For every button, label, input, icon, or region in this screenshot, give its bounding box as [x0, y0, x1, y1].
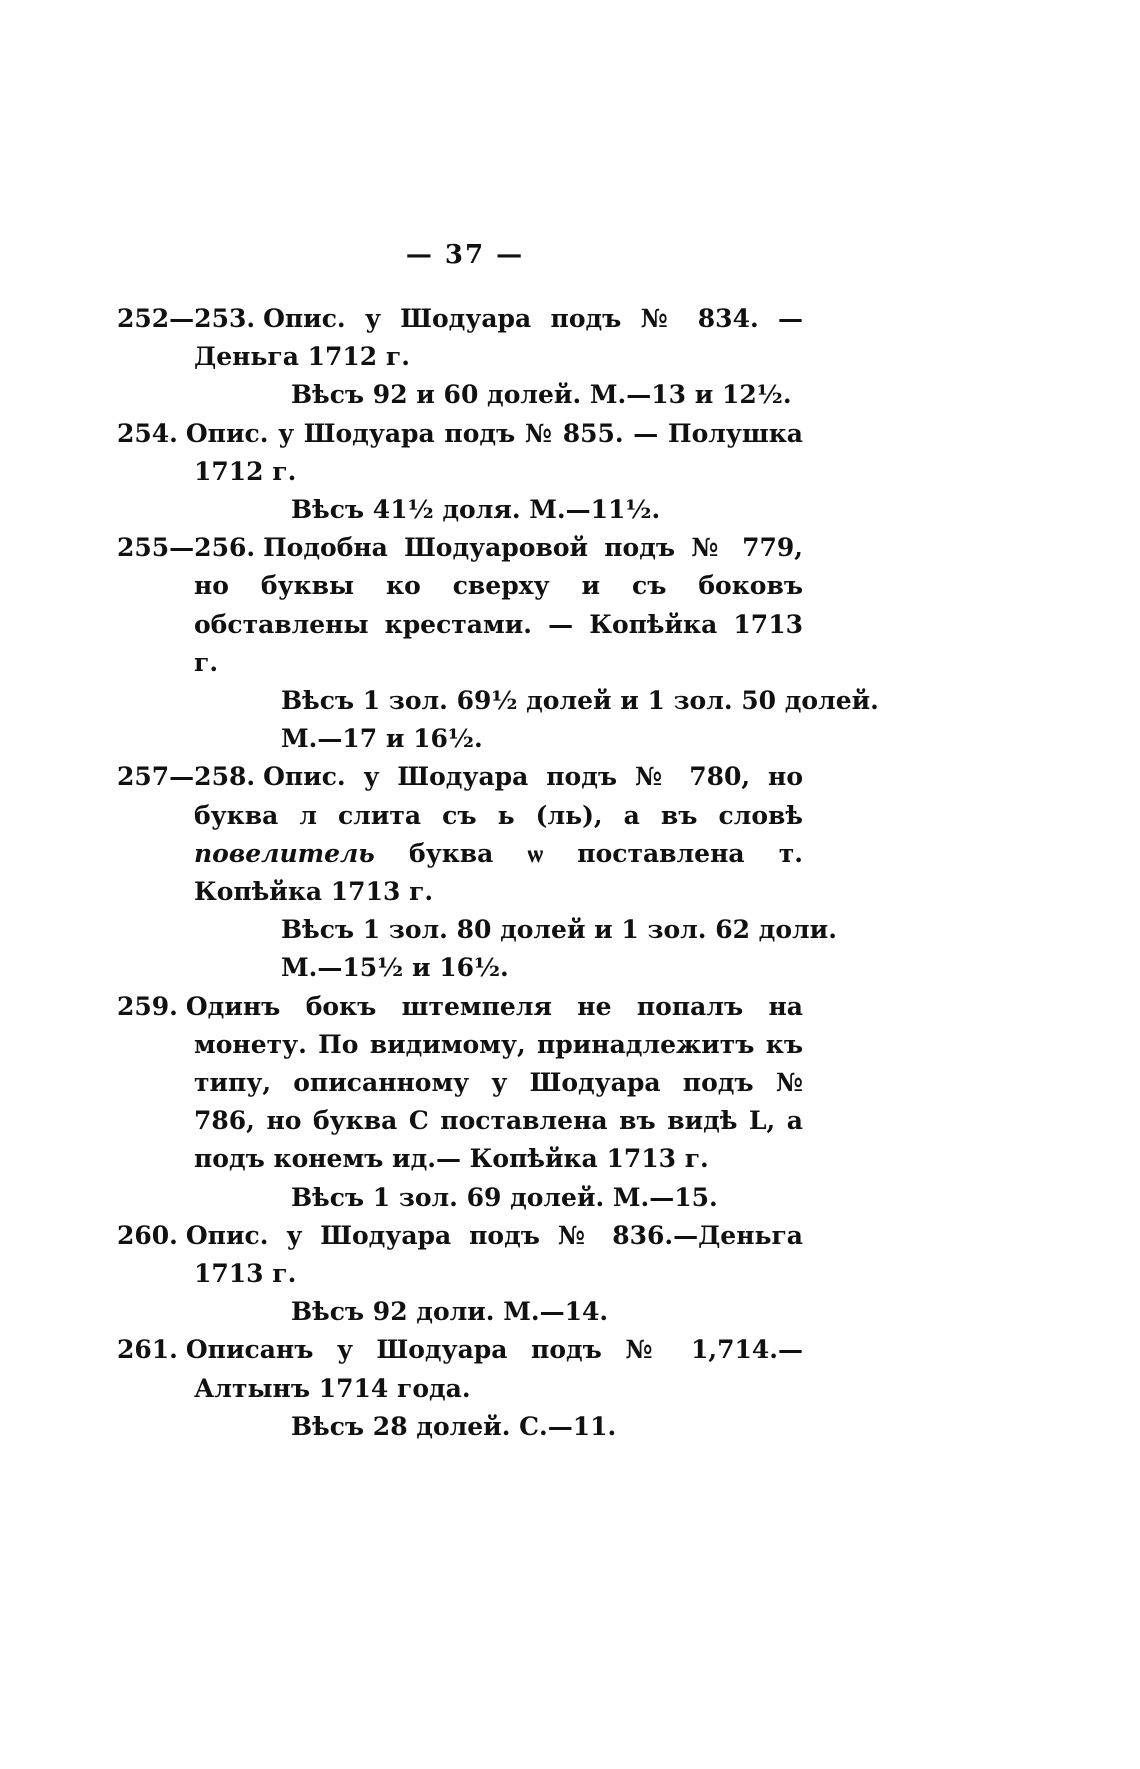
- entry-text: Опис. у Шодуара подъ № 780, но буква л слита съ ь (ль), а въ словѣ: [194, 762, 803, 830]
- entry-number: 255—256.: [117, 533, 256, 563]
- entry-description: [117, 300, 803, 376]
- entry-number: 257—258.: [117, 762, 256, 792]
- entry-number: 260.: [117, 1220, 178, 1250]
- entry-description: [117, 415, 803, 491]
- entry-weight: Вѣсъ 1 зол. 80 долей и 1 зол. 62 доли.: [281, 915, 837, 945]
- entry-weight: Вѣсъ 1 зол. 69 долей. М.—15.: [291, 1182, 718, 1212]
- entry-text: Описанъ у Шодуара подъ № 1,714.—Алтынъ 1714 года.: [185, 1335, 803, 1403]
- entry-description: [117, 1331, 803, 1407]
- coin-entries-list: [117, 300, 879, 1446]
- entry-description: [117, 758, 803, 911]
- entry-description: [117, 1217, 803, 1293]
- entry-number: 252—253.: [117, 304, 256, 333]
- entry-italic-word: повелитель: [194, 838, 375, 868]
- entry-text: Опис. у Шодуара подъ № 855. — Полушка 1712 г.: [185, 418, 803, 486]
- entry-weight: Вѣсъ 28 долей. С.—11.: [291, 1411, 617, 1441]
- entry-252-253: [117, 300, 803, 415]
- entry-weight: Вѣсъ 1 зол. 69½ долей и 1 зол. 50 долей.: [281, 686, 879, 716]
- entry-text: Опис. у Шодуара подъ № 836.—Деньга 1713 г.: [185, 1220, 803, 1289]
- entry-weight: Вѣсъ 41½ доля. М.—11½.: [291, 495, 661, 525]
- entry-259: [117, 988, 803, 1217]
- entry-description: [117, 988, 803, 1179]
- entry-weight: Вѣсъ 92 доли. М.—14.: [291, 1297, 609, 1327]
- entry-weight-mark: М.—17 и 16½.: [281, 724, 483, 754]
- entry-260: [117, 1217, 803, 1332]
- page-number: — 37 —: [405, 240, 525, 270]
- entry-255-256: [117, 529, 879, 758]
- entry-number: 261.: [117, 1335, 178, 1365]
- entry-number: 259.: [117, 991, 178, 1021]
- entry-text: Подобна Шодуаровой подъ № 779, но буквы ко сверху и съ боковъ обставлены крестами. — Копѣйка 1713 г.: [194, 533, 803, 677]
- entry-number: 254.: [117, 418, 178, 448]
- entry-254: [117, 415, 803, 530]
- entry-text: Одинъ бокъ штемпеля не попалъ на монету. По видимому, принадлежитъ къ типу, описанному у Шодуара подъ № 786, но буква С поставлена въ видѣ L, а подъ конемъ ид.— Копѣйка 1713 г.: [185, 991, 803, 1174]
- entry-weight: Вѣсъ 92 и 60 долей. М.—13 и 12½.: [291, 380, 792, 410]
- entry-weight-mark: М.—15½ и 16½.: [281, 953, 509, 983]
- entry-text: Опис. у Шодуара подъ № 834. — Деньга 1712 г.: [194, 304, 803, 372]
- entry-261: [117, 1331, 803, 1446]
- entry-257-258: [117, 758, 837, 987]
- entry-text-continued: буква ѡ поставлена т. Копѣйка 1713 г.: [194, 838, 803, 907]
- entry-description: [117, 529, 803, 682]
